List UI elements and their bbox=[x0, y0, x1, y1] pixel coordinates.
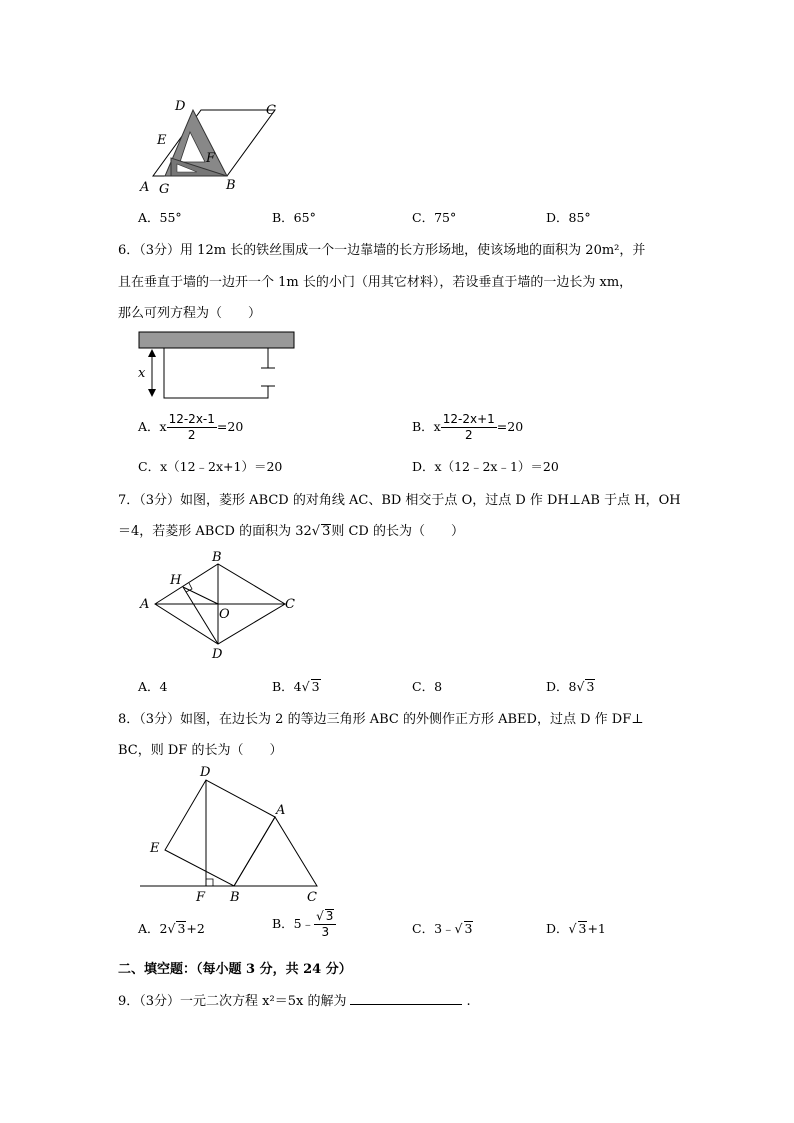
q8-option-a[interactable]: A．2√ 3+2 bbox=[138, 921, 205, 936]
label-C: C bbox=[307, 890, 317, 905]
label-x: x bbox=[138, 366, 146, 381]
label-E: E bbox=[150, 841, 160, 856]
q7-stem-line1: 7．（3分）如图，菱形 ABCD 的对角线 AC、BD 相交于点 O，过点 D 作 DH⊥AB 于点 H，OH bbox=[118, 493, 681, 508]
q7-option-d-radicand: 3 bbox=[586, 679, 595, 694]
q8-option-a-radicand: 3 bbox=[177, 921, 186, 936]
label-B: B bbox=[212, 550, 222, 565]
q8-figure bbox=[135, 762, 325, 907]
q8-option-c-pre: C．3﹣ bbox=[412, 921, 455, 936]
q7-option-d-pre: D．8 bbox=[546, 679, 577, 694]
arrow-head-down bbox=[148, 389, 156, 397]
q8-option-b-numerator-radicand: 3 bbox=[325, 909, 334, 923]
q8-option-c[interactable]: C．3﹣√ 3 bbox=[412, 921, 473, 936]
q6-stem-line3: 那么可列方程为（ ） bbox=[118, 306, 262, 321]
q9-stem bbox=[118, 990, 471, 1009]
q7-option-b[interactable]: B．4√ 3 bbox=[272, 679, 320, 694]
label-D: D bbox=[175, 99, 186, 114]
q6-option-d[interactable]: D．x（12﹣2x﹣1）＝20 bbox=[412, 459, 559, 474]
q6-option-a-prefix: A．x bbox=[138, 419, 167, 434]
q7-stem-line2-pre: ＝4，若菱形 ABCD 的面积为 32 bbox=[118, 524, 312, 539]
q6-option-b-denominator: 2 bbox=[464, 428, 473, 442]
q6-option-c[interactable]: C．x（12﹣2x+1）＝20 bbox=[138, 459, 283, 474]
q8-option-a-post: +2 bbox=[186, 921, 205, 936]
q8-option-b-denominator: 3 bbox=[321, 925, 330, 939]
q8-stem-line1: 8．（3分）如图，在边长为 2 的等边三角形 ABC 的外侧作正方形 ABED，过点 D 作 DF⊥ bbox=[118, 712, 644, 727]
q6-option-a-suffix: =20 bbox=[216, 419, 244, 434]
right-angle-mark bbox=[206, 879, 213, 886]
label-A: A bbox=[140, 180, 150, 195]
q8-stem-line2: BC，则 DF 的长为（ ） bbox=[118, 743, 283, 758]
label-F: F bbox=[196, 890, 206, 905]
q8-option-b[interactable]: B．5﹣ $\frac{√ 3}{3}$ bbox=[272, 909, 336, 940]
q5-option-b[interactable]: B．65° bbox=[272, 210, 316, 225]
label-D: D bbox=[212, 647, 223, 662]
label-O: O bbox=[219, 607, 230, 622]
label-B: B bbox=[226, 178, 236, 193]
q9-stem-post: . bbox=[466, 994, 471, 1009]
q6-option-a-numerator: 12-2x-1 bbox=[168, 412, 215, 426]
label-F: F bbox=[206, 151, 216, 166]
q6-option-b-prefix: B．x bbox=[412, 419, 441, 434]
label-A: A bbox=[140, 597, 150, 612]
q8-option-d-pre: D． bbox=[546, 921, 569, 936]
q5-option-a[interactable]: A．55° bbox=[138, 210, 182, 225]
label-B: B bbox=[230, 890, 240, 905]
q8-option-a-pre: A．2 bbox=[138, 921, 168, 936]
q6-stem-line1: 6．（3分）用 12m 长的铁丝围成一个一边靠墙的长方形场地，使该场地的面积为 20m²，并 bbox=[118, 243, 646, 258]
label-A: A bbox=[276, 803, 286, 818]
label-C: C bbox=[285, 597, 295, 612]
q7-figure bbox=[135, 550, 305, 660]
square-ABED bbox=[165, 780, 275, 886]
label-G: G bbox=[159, 182, 170, 197]
q8-option-b-pre: B．5﹣ bbox=[272, 916, 315, 931]
label-E: E bbox=[157, 133, 167, 148]
wall bbox=[139, 332, 294, 348]
q5-figure bbox=[135, 100, 295, 200]
q5-option-c[interactable]: C．75° bbox=[412, 210, 457, 225]
q6-figure bbox=[135, 330, 305, 402]
fence bbox=[164, 348, 268, 398]
q6-option-b-suffix: =20 bbox=[496, 419, 524, 434]
q7-option-b-pre: B．4 bbox=[272, 679, 302, 694]
q6-option-a[interactable] bbox=[138, 412, 243, 443]
q5-option-d[interactable]: D．85° bbox=[546, 210, 591, 225]
q7-stem-line2: ＝4，若菱形 ABCD 的面积为 32√ 3则 CD 的长为（ ） bbox=[118, 524, 464, 539]
q7-option-d[interactable]: D．8√ 3 bbox=[546, 679, 595, 694]
q7-stem-line2-post: 则 CD 的长为（ ） bbox=[331, 524, 464, 539]
q8-option-d-post: +1 bbox=[587, 921, 606, 936]
label-D: D bbox=[200, 765, 211, 780]
q6-stem-line2: 且在垂直于墙的一边开一个 1m 长的小门（用其它材料），若设垂直于墙的一边长为 xm， bbox=[118, 275, 633, 290]
label-C: C bbox=[266, 103, 276, 118]
q6-option-b[interactable] bbox=[412, 412, 523, 443]
q7-stem-line2-radicand: 3 bbox=[322, 524, 331, 539]
label-H: H bbox=[170, 573, 182, 588]
q8-option-d[interactable]: D．√ 3+1 bbox=[546, 921, 606, 936]
triangle-ABC bbox=[234, 817, 317, 886]
q8-option-c-radicand: 3 bbox=[464, 921, 473, 936]
q7-option-c[interactable]: C．8 bbox=[412, 679, 443, 694]
q8-option-d-radicand: 3 bbox=[578, 921, 587, 936]
q6-option-b-numerator: 12-2x+1 bbox=[442, 412, 495, 426]
q7-option-a[interactable]: A．4 bbox=[138, 679, 168, 694]
q9-answer-blank[interactable] bbox=[350, 992, 462, 1005]
q7-option-b-radicand: 3 bbox=[311, 679, 320, 694]
q6-option-a-denominator: 2 bbox=[187, 428, 196, 442]
arrow-head-up bbox=[148, 349, 156, 357]
q9-stem-pre: 9．（3分）一元二次方程 x²＝5x 的解为 bbox=[118, 994, 347, 1009]
section-2-heading: 二、填空题：（每小题 3 分，共 24 分） bbox=[118, 962, 352, 977]
